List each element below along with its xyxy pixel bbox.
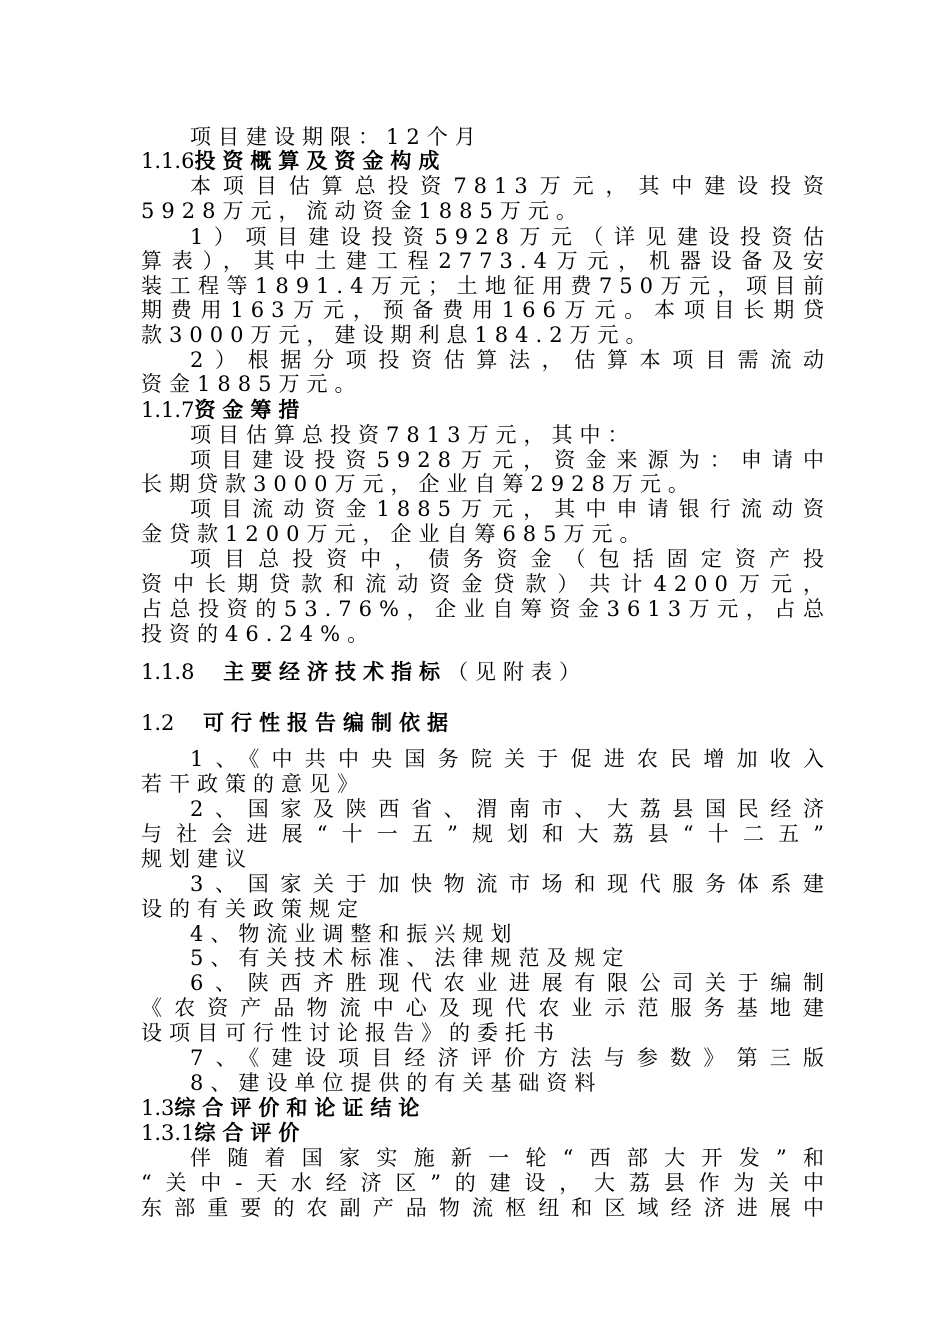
paragraph-line: 本项目估算总投资7813万元，其中建设投资	[190, 174, 831, 198]
paragraph-line: 1）项目建设投资5928万元（详见建设投资估	[190, 225, 831, 249]
paragraph-line: 资金1885万元。	[141, 372, 363, 396]
heading-title: 综合评价	[194, 1120, 307, 1145]
paragraph-line: 投资的46.24%。	[141, 622, 376, 646]
list-item-line: 《农资产品物流中心及现代农业示范服务基地建	[141, 996, 831, 1020]
list-item-line: 6、陕西齐胜现代农业进展有限公司关于编制	[190, 971, 831, 995]
heading-title: 主要经济技术指标	[223, 659, 448, 684]
paragraph-line: 项目估算总投资7813万元，其中：	[190, 423, 636, 447]
paragraph-line: 金贷款1200万元，企业自筹685万元。	[141, 522, 648, 546]
list-item-line: 4、物流业调整和振兴规划	[190, 922, 519, 946]
paragraph-line: 项目建设投资5928万元，资金来源为：申请中	[190, 448, 831, 472]
paragraph-line: 长期贷款3000万元，企业自筹2928万元。	[141, 472, 696, 496]
list-item-line: 5、有关技术标准、法律规范及规定	[190, 946, 631, 970]
paragraph-line: 伴随着国家实施新一轮“西部大开发”和	[190, 1146, 831, 1170]
list-item-line: 规划建议	[141, 847, 253, 871]
paragraph-line: 东部重要的农副产品物流枢纽和区域经济进展中	[141, 1196, 831, 1220]
heading-1-1-8	[141, 659, 831, 685]
list-item-line: 8、建设单位提供的有关基础资料	[190, 1071, 603, 1095]
heading-note: （见附表）	[447, 660, 588, 684]
heading-number: 1.1.6	[141, 149, 195, 173]
heading-title: 投资概算及资金构成	[194, 148, 447, 173]
heading-1-2	[141, 710, 831, 736]
paragraph-line: 装工程等1891.4万元；土地征用费750万元，项目前	[141, 274, 831, 298]
list-item-line: 2、国家及陕西省、渭南市、大荔县国民经济	[190, 797, 831, 821]
paragraph-line: 项目总投资中，债务资金（包括固定资产投	[190, 547, 831, 571]
list-item-line: 设项目可行性讨论报告》的委托书	[141, 1021, 561, 1045]
paragraph-line: 资中长期贷款和流动资金贷款）共计4200万元，	[141, 572, 831, 596]
list-item-line: 若干政策的意见》	[141, 772, 365, 796]
paragraph-line: 期费用163万元，预备费用166万元。本项目长期贷	[141, 298, 831, 322]
heading-1-1-6	[141, 148, 831, 174]
paragraph-line: “关中-天水经济区”的建设，大荔县作为关中	[141, 1171, 831, 1195]
heading-title: 资金筹措	[194, 397, 307, 422]
heading-number: 1.3	[141, 1096, 175, 1120]
list-item-line: 设的有关政策规定	[141, 897, 365, 921]
heading-number: 1.2	[141, 711, 175, 735]
heading-title: 可行性报告编制依据	[203, 710, 456, 735]
paragraph-line: 款3000万元，建设期利息184.2万元。	[141, 323, 654, 347]
heading-1-3	[141, 1095, 831, 1121]
paragraph-line: 2）根据分项投资估算法，估算本项目需流动	[190, 348, 831, 372]
heading-number: 1.1.7	[141, 398, 195, 422]
heading-number: 1.3.1	[141, 1121, 195, 1145]
list-item-line: 3、国家关于加快物流市场和现代服务体系建	[190, 872, 831, 896]
list-item-line: 与社会进展“十一五”规划和大荔县“十二五”	[141, 822, 831, 846]
paragraph-line: 算表），其中土建工程2773.4万元，机器设备及安	[141, 249, 831, 273]
heading-1-3-1	[141, 1120, 831, 1146]
heading-number: 1.1.8	[141, 660, 195, 684]
construction-period-line: 项目建设期限：12个月	[190, 125, 483, 149]
paragraph-line: 项目流动资金1885万元，其中申请银行流动资	[190, 497, 831, 521]
paragraph-line: 5928万元，流动资金1885万元。	[141, 199, 584, 223]
list-item-line: 7、《建设项目经济评价方法与参数》第三版	[190, 1046, 831, 1070]
list-item-line: 1、《中共中央国务院关于促进农民增加收入	[190, 747, 831, 771]
paragraph-line: 占总投资的53.76%，企业自筹资金3613万元，占总	[141, 597, 831, 621]
heading-title: 综合评价和论证结论	[174, 1095, 427, 1120]
heading-1-1-7	[141, 397, 831, 423]
